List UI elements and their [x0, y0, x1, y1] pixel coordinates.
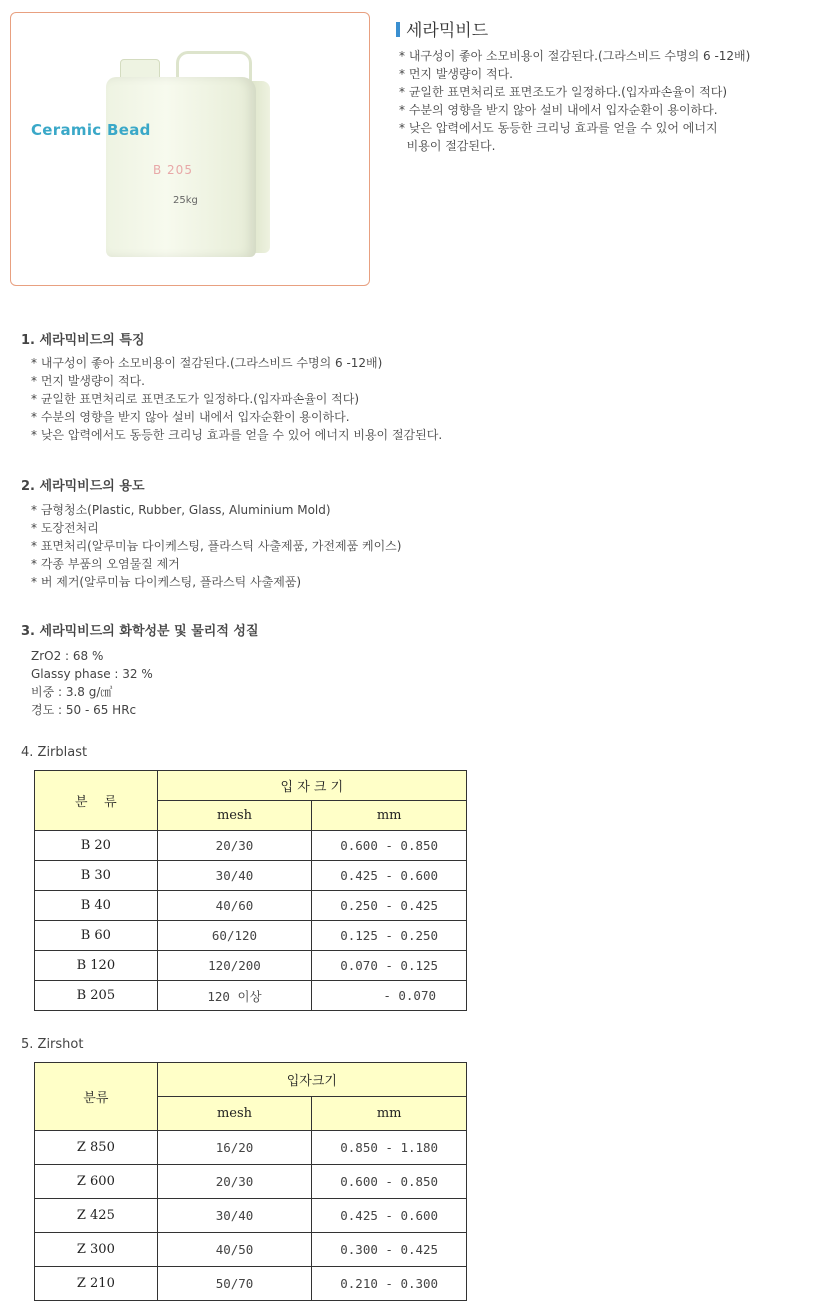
cell-class: B 30: [35, 861, 158, 891]
intro-list: [399, 47, 819, 155]
section-title-zirblast: 4. Zirblast: [21, 745, 88, 760]
cell-class: Z 850: [35, 1131, 158, 1165]
cell-mm: 0.250 - 0.425: [312, 891, 467, 921]
section-title-chemistry: 3. 세라믹비드의 화학성분 및 물리적 성질: [21, 624, 259, 639]
section-title-zirshot: 5. Zirshot: [21, 1037, 84, 1052]
container-jug-illustration: [106, 51, 276, 261]
list-item: * 도장전처리: [31, 521, 99, 535]
cell-mesh: 120/200: [157, 951, 312, 981]
section-title-uses: 2. 세라믹비드의 용도: [21, 479, 145, 494]
cell-mm: 0.600 - 0.850: [312, 1165, 467, 1199]
cell-class: B 60: [35, 921, 158, 951]
cell-mesh: 20/30: [157, 1165, 312, 1199]
intro-line: * 낮은 압력에서도 동등한 크리닝 효과를 얻을 수 있어 에너지: [399, 121, 718, 135]
table-row: [35, 831, 467, 861]
cell-mesh: 20/30: [157, 831, 312, 861]
cell-class: Z 300: [35, 1233, 158, 1267]
header-mesh: mesh: [157, 1097, 312, 1131]
intro-line: * 수분의 영향을 받지 않아 설비 내에서 입자순환이 용이하다.: [399, 103, 718, 117]
list-item: 비중 : 3.8 g/㎤: [31, 685, 113, 699]
intro-title: [396, 16, 488, 41]
section-title-features: 1. 세라믹비드의 특징: [21, 333, 145, 348]
list-item: * 각종 부품의 오염물질 제거: [31, 557, 180, 571]
cell-mesh: 60/120: [157, 921, 312, 951]
zirshot-table: [34, 1062, 467, 1301]
intro-line: * 내구성이 좋아 소모비용이 절감된다.(그라스비드 수명의 6 -12배): [399, 49, 751, 63]
cell-mesh: 120 이상: [157, 981, 312, 1011]
header-mm: mm: [312, 1097, 467, 1131]
cell-mm: 0.210 - 0.300: [312, 1267, 467, 1301]
table-row: [35, 1233, 467, 1267]
list-item: 경도 : 50 - 65 HRc: [31, 703, 137, 717]
cell-mesh: 30/40: [157, 861, 312, 891]
header-size: 입자크기: [157, 1063, 466, 1097]
cell-class: Z 600: [35, 1165, 158, 1199]
list-item: ZrO2 : 68 %: [31, 649, 104, 663]
intro-line: * 먼지 발생량이 적다.: [399, 67, 513, 81]
header-class: 분류: [35, 1063, 158, 1131]
table-row: [35, 981, 467, 1011]
product-label-brand: Ceramic Bead: [31, 121, 151, 139]
header-class: 분 류: [35, 771, 158, 831]
zirblast-table: [34, 770, 467, 1011]
cell-mm: 0.425 - 0.600: [312, 861, 467, 891]
cell-mm: 0.070 - 0.125: [312, 951, 467, 981]
table-row: [35, 921, 467, 951]
intro-title-text: 세라믹비드: [406, 21, 489, 41]
list-item: * 낮은 압력에서도 동등한 크리닝 효과를 얻을 수 있어 에너지 비용이 절감된다.: [31, 428, 443, 442]
header-size: 입 자 크 기: [157, 771, 466, 801]
table-row: [35, 1267, 467, 1301]
cell-mesh: 50/70: [157, 1267, 312, 1301]
list-item: * 균일한 표면처리로 표면조도가 일정하다.(입자파손율이 적다): [31, 392, 360, 406]
table-row: [35, 1199, 467, 1233]
cell-mm: 0.600 - 0.850: [312, 831, 467, 861]
table-row: [35, 951, 467, 981]
header-mm: mm: [312, 801, 467, 831]
cell-class: Z 210: [35, 1267, 158, 1301]
cell-mesh: 30/40: [157, 1199, 312, 1233]
header-mesh: mesh: [157, 801, 312, 831]
cell-class: B 205: [35, 981, 158, 1011]
list-item: * 표면처리(알루미늄 다이케스팅, 플라스틱 사출제품, 가전제품 케이스): [31, 539, 402, 553]
list-item: * 금형청소(Plastic, Rubber, Glass, Aluminium Mold): [31, 503, 331, 517]
list-item: Glassy phase : 32 %: [31, 667, 153, 681]
cell-class: Z 425: [35, 1199, 158, 1233]
uses-list: [31, 501, 401, 591]
chemistry-list: [31, 647, 153, 719]
features-list: [31, 354, 442, 444]
table-row: [35, 1165, 467, 1199]
cell-mm: 0.300 - 0.425: [312, 1233, 467, 1267]
list-item: * 내구성이 좋아 소모비용이 절감된다.(그라스비드 수명의 6 -12배): [31, 356, 383, 370]
table-row: [35, 861, 467, 891]
list-item: * 먼지 발생량이 적다.: [31, 374, 145, 388]
product-image: [10, 12, 370, 286]
cell-mm: 0.425 - 0.600: [312, 1199, 467, 1233]
cell-mm: 0.850 - 1.180: [312, 1131, 467, 1165]
cell-mesh: 16/20: [157, 1131, 312, 1165]
cell-class: B 20: [35, 831, 158, 861]
cell-mesh: 40/50: [157, 1233, 312, 1267]
list-item: * 수분의 영향을 받지 않아 설비 내에서 입자순환이 용이하다.: [31, 410, 350, 424]
product-label-weight: 25kg: [173, 195, 198, 206]
cell-class: B 120: [35, 951, 158, 981]
cell-mm: - 0.070: [312, 981, 467, 1011]
intro-line: 비용이 절감된다.: [399, 139, 496, 153]
title-bar-marker: [396, 22, 400, 37]
intro-line: * 균일한 표면처리로 표면조도가 일정하다.(입자파손율이 적다): [399, 85, 728, 99]
cell-class: B 40: [35, 891, 158, 921]
product-label-code: B 205: [153, 163, 193, 177]
cell-mesh: 40/60: [157, 891, 312, 921]
cell-mm: 0.125 - 0.250: [312, 921, 467, 951]
table-row: [35, 891, 467, 921]
table-row: [35, 1131, 467, 1165]
list-item: * 버 제거(알루미늄 다이케스팅, 플라스틱 사출제품): [31, 575, 302, 589]
